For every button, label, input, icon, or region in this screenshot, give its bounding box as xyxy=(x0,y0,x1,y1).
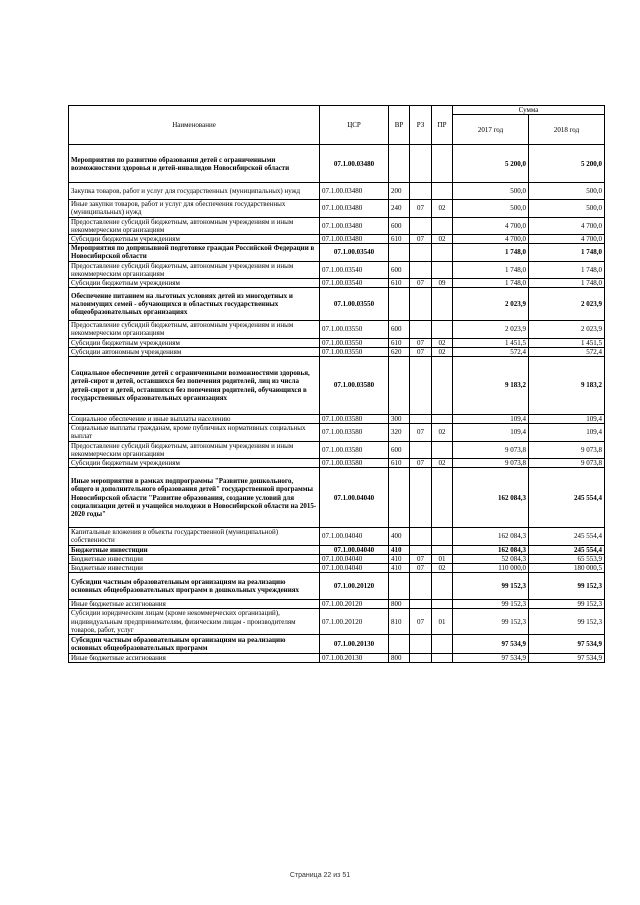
row-amount-2017: 1 748,0 xyxy=(453,244,529,261)
row-vr: 300 xyxy=(389,415,410,424)
row-csr: 07.1.00.20130 xyxy=(320,635,389,654)
row-amount-2018: 572,4 xyxy=(529,347,605,356)
table-row xyxy=(69,564,605,573)
row-amount-2017: 9 073,8 xyxy=(453,441,529,458)
row-rz xyxy=(410,217,432,234)
row-rz xyxy=(410,528,432,545)
row-pr xyxy=(432,261,453,278)
table-body xyxy=(69,145,605,663)
row-csr: 07.1.00.20120 xyxy=(320,573,389,600)
row-amount-2017: 99 152,3 xyxy=(453,600,529,609)
row-csr: 07.1.00.03550 xyxy=(320,288,389,321)
row-rz xyxy=(410,600,432,609)
row-pr xyxy=(432,600,453,609)
row-amount-2018: 99 152,3 xyxy=(529,573,605,600)
row-amount-2018: 9 183,2 xyxy=(529,357,605,415)
table-row xyxy=(69,244,605,261)
row-name: Субсидии бюджетным учреждениям xyxy=(69,338,320,347)
row-pr xyxy=(432,217,453,234)
row-amount-2017: 97 534,9 xyxy=(453,654,529,663)
row-name: Социальное обеспечение детей с ограниченными возможностями здоровья, детей-сирот и детей, оставшихся без попечения родителей, лиц из числа детей-сирот и детей, оставшихся без попечения родителей, обучающихся в государственных образовательных организациях xyxy=(69,357,320,415)
row-amount-2017: 162 084,3 xyxy=(453,468,529,528)
row-pr xyxy=(432,573,453,600)
row-amount-2017: 4 700,0 xyxy=(453,217,529,234)
row-rz: 07 xyxy=(410,459,432,468)
table-row xyxy=(69,573,605,600)
row-csr: 07.1.00.03550 xyxy=(320,321,389,338)
table-row xyxy=(69,347,605,356)
row-vr: 600 xyxy=(389,321,410,338)
row-amount-2017: 500,0 xyxy=(453,200,529,217)
table-row xyxy=(69,635,605,654)
row-pr: 02 xyxy=(432,338,453,347)
row-name: Капитальные вложения в объекты государственной (муниципальной) собственности xyxy=(69,528,320,545)
row-amount-2017: 162 084,3 xyxy=(453,545,529,554)
row-csr: 07.1.00.04040 xyxy=(320,468,389,528)
header-rz: РЗ xyxy=(410,106,432,145)
row-amount-2017: 1 451,5 xyxy=(453,338,529,347)
row-name: Иные закупки товаров, работ и услуг для обеспечения государственных (муниципальных) нужд xyxy=(69,200,320,217)
row-amount-2017: 9 183,2 xyxy=(453,357,529,415)
row-pr: 01 xyxy=(432,609,453,635)
row-csr: 07.1.00.03540 xyxy=(320,261,389,278)
table-row xyxy=(69,468,605,528)
row-vr: 610 xyxy=(389,338,410,347)
row-rz xyxy=(410,573,432,600)
row-name: Предоставление субсидий бюджетным, автономным учреждениям и иным некоммерческим организациям xyxy=(69,441,320,458)
row-pr: 02 xyxy=(432,459,453,468)
row-rz: 07 xyxy=(410,424,432,441)
header-pr: ПР xyxy=(432,106,453,145)
row-rz: 07 xyxy=(410,564,432,573)
row-name: Субсидии бюджетным учреждениям xyxy=(69,459,320,468)
row-amount-2018: 99 152,3 xyxy=(529,600,605,609)
row-vr xyxy=(389,357,410,415)
row-rz: 07 xyxy=(410,338,432,347)
row-amount-2018: 99 152,3 xyxy=(529,609,605,635)
header-csr: ЦСР xyxy=(320,106,389,145)
row-amount-2017: 109,4 xyxy=(453,415,529,424)
row-csr: 07.1.00.03540 xyxy=(320,279,389,288)
header-sum-group: Сумма xyxy=(453,106,605,115)
row-amount-2017: 109,4 xyxy=(453,424,529,441)
row-name: Мероприятия по допризывной подготовке граждан Российской Федерации в Новосибирской области xyxy=(69,244,320,261)
row-rz xyxy=(410,183,432,200)
row-pr xyxy=(432,145,453,183)
row-pr: 01 xyxy=(432,554,453,563)
row-pr: 02 xyxy=(432,235,453,244)
table-row xyxy=(69,554,605,563)
table-row xyxy=(69,441,605,458)
table-row xyxy=(69,321,605,338)
row-name: Бюджетные инвестиции xyxy=(69,545,320,554)
row-csr: 07.1.00.04040 xyxy=(320,554,389,563)
row-vr: 810 xyxy=(389,609,410,635)
row-pr xyxy=(432,545,453,554)
row-amount-2018: 180 000,5 xyxy=(529,564,605,573)
row-amount-2017: 110 000,0 xyxy=(453,564,529,573)
row-vr xyxy=(389,635,410,654)
table-row xyxy=(69,609,605,635)
header-name: Наименование xyxy=(69,106,320,145)
row-vr: 800 xyxy=(389,654,410,663)
row-pr: 02 xyxy=(432,424,453,441)
row-amount-2018: 1 748,0 xyxy=(529,279,605,288)
row-amount-2018: 2 023,9 xyxy=(529,321,605,338)
row-pr xyxy=(432,654,453,663)
row-csr: 07.1.00.03480 xyxy=(320,217,389,234)
row-vr: 200 xyxy=(389,183,410,200)
row-csr: 07.1.00.03580 xyxy=(320,441,389,458)
row-amount-2018: 97 534,9 xyxy=(529,635,605,654)
row-amount-2017: 1 748,0 xyxy=(453,261,529,278)
row-rz xyxy=(410,415,432,424)
row-name: Мероприятия по развитию образования детей с ограниченными возможностями здоровья и детей-инвалидов Новосибирской области xyxy=(69,145,320,183)
row-name: Предоставление субсидий бюджетным, автономным учреждениям и иным некоммерческим организациям xyxy=(69,321,320,338)
row-amount-2018: 1 748,0 xyxy=(529,261,605,278)
row-csr: 07.1.00.03550 xyxy=(320,347,389,356)
row-name: Иные бюджетные ассигнования xyxy=(69,654,320,663)
row-rz xyxy=(410,441,432,458)
table-row xyxy=(69,545,605,554)
header-vr: ВР xyxy=(389,106,410,145)
table-row xyxy=(69,415,605,424)
row-name: Социальные выплаты гражданам, кроме публичных нормативных социальных выплат xyxy=(69,424,320,441)
row-rz xyxy=(410,288,432,321)
row-amount-2017: 99 152,3 xyxy=(453,609,529,635)
table-row xyxy=(69,145,605,183)
row-amount-2017: 2 023,9 xyxy=(453,321,529,338)
row-vr xyxy=(389,145,410,183)
table-row xyxy=(69,459,605,468)
row-csr: 07.1.00.04040 xyxy=(320,564,389,573)
row-pr: 02 xyxy=(432,564,453,573)
row-amount-2018: 1 451,5 xyxy=(529,338,605,347)
row-csr: 07.1.00.20120 xyxy=(320,609,389,635)
row-amount-2017: 97 534,9 xyxy=(453,635,529,654)
row-vr xyxy=(389,244,410,261)
row-amount-2018: 65 553,9 xyxy=(529,554,605,563)
row-amount-2018: 500,0 xyxy=(529,200,605,217)
row-csr: 07.1.00.03480 xyxy=(320,183,389,200)
row-amount-2017: 4 700,0 xyxy=(453,235,529,244)
table-row xyxy=(69,654,605,663)
row-name: Иные мероприятия в рамках подпрограммы "Развитие дошкольного, общего и дополнительного образования детей" государственной программы Новосибирской области "Развитие образования, создание условий для социализации детей и учащейся молодежи в Новосибирской области на 2015-2020 годы" xyxy=(69,468,320,528)
row-vr: 320 xyxy=(389,424,410,441)
row-rz: 07 xyxy=(410,609,432,635)
row-csr: 07.1.00.03550 xyxy=(320,338,389,347)
row-amount-2017: 572,4 xyxy=(453,347,529,356)
page-footer: Страница 22 из 51 xyxy=(289,872,351,879)
row-rz: 07 xyxy=(410,554,432,563)
row-name: Субсидии бюджетным учреждениям xyxy=(69,235,320,244)
row-name: Предоставление субсидий бюджетным, автономным учреждениям и иным некоммерческим организациям xyxy=(69,261,320,278)
row-vr xyxy=(389,573,410,600)
header-year-2018: 2018 год xyxy=(529,115,605,145)
row-csr: 07.1.00.04040 xyxy=(320,545,389,554)
row-amount-2018: 97 534,9 xyxy=(529,654,605,663)
table-row xyxy=(69,600,605,609)
table-row xyxy=(69,528,605,545)
row-amount-2017: 500,0 xyxy=(453,183,529,200)
row-vr: 610 xyxy=(389,279,410,288)
row-amount-2017: 52 084,3 xyxy=(453,554,529,563)
row-vr xyxy=(389,468,410,528)
row-vr: 400 xyxy=(389,528,410,545)
row-rz: 07 xyxy=(410,279,432,288)
row-csr: 07.1.00.03580 xyxy=(320,357,389,415)
row-amount-2017: 9 073,8 xyxy=(453,459,529,468)
row-pr xyxy=(432,635,453,654)
row-name: Бюджетные инвестиции xyxy=(69,554,320,563)
row-csr: 07.1.00.20130 xyxy=(320,654,389,663)
row-amount-2017: 2 023,9 xyxy=(453,288,529,321)
row-csr: 07.1.00.03480 xyxy=(320,145,389,183)
row-vr: 800 xyxy=(389,600,410,609)
row-rz xyxy=(410,357,432,415)
row-vr: 600 xyxy=(389,441,410,458)
row-name: Субсидии автономным учреждениям xyxy=(69,347,320,356)
row-vr: 610 xyxy=(389,459,410,468)
table-row xyxy=(69,235,605,244)
row-csr: 07.1.00.04040 xyxy=(320,528,389,545)
row-rz: 07 xyxy=(410,200,432,217)
budget-table xyxy=(68,105,605,663)
row-rz xyxy=(410,545,432,554)
row-amount-2018: 109,4 xyxy=(529,415,605,424)
table-row xyxy=(69,279,605,288)
row-rz xyxy=(410,635,432,654)
row-vr xyxy=(389,288,410,321)
row-amount-2018: 245 554,4 xyxy=(529,528,605,545)
row-rz: 07 xyxy=(410,235,432,244)
row-csr: 07.1.00.03480 xyxy=(320,235,389,244)
row-pr xyxy=(432,441,453,458)
row-name: Субсидии юридическим лицам (кроме некоммерческих организаций), индивидуальным предпринимателям, физическим лицам - производителям товаров, работ, услуг xyxy=(69,609,320,635)
row-amount-2017: 5 200,0 xyxy=(453,145,529,183)
table-row xyxy=(69,217,605,234)
row-amount-2018: 500,0 xyxy=(529,183,605,200)
row-pr xyxy=(432,183,453,200)
row-rz xyxy=(410,468,432,528)
row-name: Субсидии частным образовательным организациям на реализацию основных общеобразовательных программ xyxy=(69,635,320,654)
row-name: Бюджетные инвестиции xyxy=(69,564,320,573)
row-name: Предоставление субсидий бюджетным, автономным учреждениям и иным некоммерческим организациям xyxy=(69,217,320,234)
header-year-2017: 2017 год xyxy=(453,115,529,145)
row-amount-2018: 4 700,0 xyxy=(529,217,605,234)
row-rz xyxy=(410,321,432,338)
row-pr xyxy=(432,528,453,545)
row-amount-2017: 99 152,3 xyxy=(453,573,529,600)
row-rz xyxy=(410,244,432,261)
row-vr: 410 xyxy=(389,564,410,573)
row-csr: 07.1.00.03480 xyxy=(320,200,389,217)
row-rz: 07 xyxy=(410,347,432,356)
row-vr: 240 xyxy=(389,200,410,217)
row-name: Субсидии частным образовательным организациям на реализацию основных общеобразовательных программ в дошкольных учреждениях xyxy=(69,573,320,600)
row-pr: 02 xyxy=(432,200,453,217)
row-amount-2017: 162 084,3 xyxy=(453,528,529,545)
row-csr: 07.1.00.20120 xyxy=(320,600,389,609)
table-row xyxy=(69,288,605,321)
row-pr: 09 xyxy=(432,279,453,288)
row-pr: 02 xyxy=(432,347,453,356)
row-vr: 610 xyxy=(389,235,410,244)
row-name: Иные бюджетные ассигнования xyxy=(69,600,320,609)
row-amount-2018: 4 700,0 xyxy=(529,235,605,244)
row-rz xyxy=(410,654,432,663)
row-name: Закупка товаров, работ и услуг для государственных (муниципальных) нужд xyxy=(69,183,320,200)
table-row xyxy=(69,183,605,200)
row-pr xyxy=(432,357,453,415)
row-amount-2018: 109,4 xyxy=(529,424,605,441)
row-rz xyxy=(410,261,432,278)
row-csr: 07.1.00.03580 xyxy=(320,415,389,424)
row-pr xyxy=(432,288,453,321)
row-name: Обеспечение питанием на льготных условиях детей из многодетных и малоимущих семей - обучающихся в областных государственных общеобразовательных организациях xyxy=(69,288,320,321)
row-pr xyxy=(432,244,453,261)
row-rz xyxy=(410,145,432,183)
row-amount-2018: 1 748,0 xyxy=(529,244,605,261)
row-vr: 600 xyxy=(389,261,410,278)
row-amount-2018: 9 073,8 xyxy=(529,459,605,468)
table-row xyxy=(69,357,605,415)
row-amount-2018: 2 023,9 xyxy=(529,288,605,321)
row-pr xyxy=(432,415,453,424)
table-row xyxy=(69,338,605,347)
table-row xyxy=(69,261,605,278)
row-name: Субсидии бюджетным учреждениям xyxy=(69,279,320,288)
row-vr: 410 xyxy=(389,554,410,563)
row-amount-2018: 245 554,4 xyxy=(529,545,605,554)
row-pr xyxy=(432,321,453,338)
row-vr: 600 xyxy=(389,217,410,234)
row-amount-2018: 245 554,4 xyxy=(529,468,605,528)
row-name: Социальное обеспечение и иные выплаты населению xyxy=(69,415,320,424)
table-row xyxy=(69,200,605,217)
row-amount-2018: 9 073,8 xyxy=(529,441,605,458)
row-csr: 07.1.00.03580 xyxy=(320,459,389,468)
row-amount-2018: 5 200,0 xyxy=(529,145,605,183)
row-pr xyxy=(432,468,453,528)
table-row xyxy=(69,424,605,441)
row-csr: 07.1.00.03580 xyxy=(320,424,389,441)
row-vr: 410 xyxy=(389,545,410,554)
row-vr: 620 xyxy=(389,347,410,356)
row-csr: 07.1.00.03540 xyxy=(320,244,389,261)
row-amount-2017: 1 748,0 xyxy=(453,279,529,288)
